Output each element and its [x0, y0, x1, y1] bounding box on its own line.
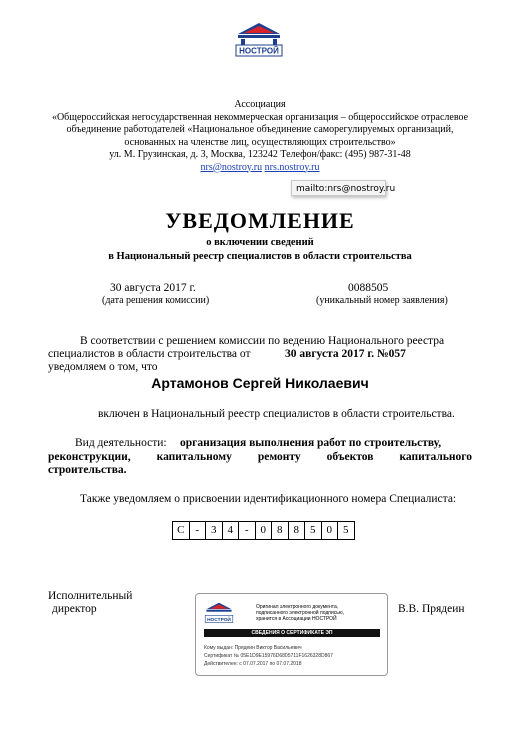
header-address: ул. М. Грузинская, д. 3, Москва, 123242 Телефон/факс: (495) 987-31-48 — [109, 149, 411, 160]
stamp-header-bar: СВЕДЕНИЯ О СЕРТИФИКАТЕ ЭП — [204, 629, 380, 637]
para1-line3: уведомляем о том, что — [48, 361, 158, 373]
signer-name: В.В. Прядеин — [398, 603, 465, 615]
signer-title-line1: Исполнительный — [48, 590, 133, 602]
id-cell: 4 — [223, 521, 240, 540]
site-link[interactable]: nrs.nostroy.ru — [264, 161, 320, 173]
subtitle-line2: в Национальный реестр специалистов в области строительства — [108, 251, 412, 262]
activity-line2: реконструкции, капитальному ремонту объектов капитального — [48, 451, 472, 463]
stamp-issued-to: Кому выдан: Прядеин Виктор Васильевич — [204, 645, 302, 651]
header-line: объединение работодателей «Национальное объединение саморегулируемых организаций, — [66, 124, 454, 135]
decision-date: 30 августа 2017 г. — [110, 282, 196, 294]
activity-line3: строительства. — [48, 464, 127, 476]
id-cell: - — [239, 521, 256, 540]
stamp-text-line: Оригинал электронного документа, — [256, 604, 339, 610]
included-text: включен в Национальный реестр специалистов в области строительства. — [98, 408, 455, 420]
id-cell: 0 — [256, 521, 273, 540]
application-number-label: (уникальный номер заявления) — [316, 295, 448, 306]
person-name: Артамонов Сергей Николаевич — [151, 375, 369, 391]
e-signature-stamp — [195, 593, 388, 676]
id-cell: 8 — [289, 521, 306, 540]
id-cell: 5 — [305, 521, 322, 540]
stamp-text-line: хранится в Ассоциации НОСТРОЙ — [256, 616, 337, 622]
id-cell: 8 — [272, 521, 289, 540]
stamp-valid: Действителен: с 07.07.2017 по 07.07.2018 — [204, 661, 302, 667]
document-title: УВЕДОМЛЕНИЕ — [165, 208, 355, 233]
activity-label: Вид деятельности: — [75, 437, 167, 449]
stamp-logo-text: НОСТРОЙ — [207, 618, 231, 623]
subtitle-line1: о включении сведений — [206, 237, 314, 248]
stamp-text — [256, 604, 381, 622]
id-cell: 0 — [322, 521, 339, 540]
signer-title-line2: директор — [52, 603, 97, 615]
para1-date: 30 августа 2017 г. №057 — [285, 348, 406, 360]
email-link[interactable]: nrs@nostroy.ru — [200, 161, 263, 173]
header-line: Ассоциация — [234, 99, 286, 110]
decision-date-label: (дата решения комиссии) — [102, 295, 210, 306]
nostroy-logo — [234, 22, 284, 60]
header-links — [40, 162, 480, 175]
id-cell: 5 — [338, 521, 355, 540]
id-cell: С — [173, 521, 190, 540]
header-line: основанных на членстве лиц, осуществляющих строительство» — [124, 136, 396, 148]
link-tooltip: mailto:nrs@nostroy.ru — [291, 180, 386, 196]
para1-line2: специалистов в области строительства от — [48, 348, 251, 360]
stamp-text-line: подписанного электронной подписью, — [256, 610, 345, 616]
id-cell: 3 — [206, 521, 223, 540]
logo-text: НОСТРОЙ — [239, 46, 279, 56]
association-header — [40, 99, 480, 174]
application-number: 0088505 — [348, 282, 389, 294]
para1-line1: В соответствии с решением комиссии по ведению Национального реестра — [80, 335, 445, 347]
id-cell: - — [190, 521, 207, 540]
stamp-logo — [204, 602, 234, 625]
also-notify: Также уведомляем о присвоении идентификационного номера Специалиста: — [80, 493, 457, 505]
stamp-serial: Сертификат № 05E1D9E15976D6805711F1626328D867 — [204, 653, 333, 659]
specialist-id-number — [172, 521, 355, 540]
activity-line1: организация выполнения работ по строительству, — [180, 437, 442, 449]
header-line: «Общероссийская негосударственная некоммерческая организация – общероссийское отраслевое — [51, 111, 469, 123]
